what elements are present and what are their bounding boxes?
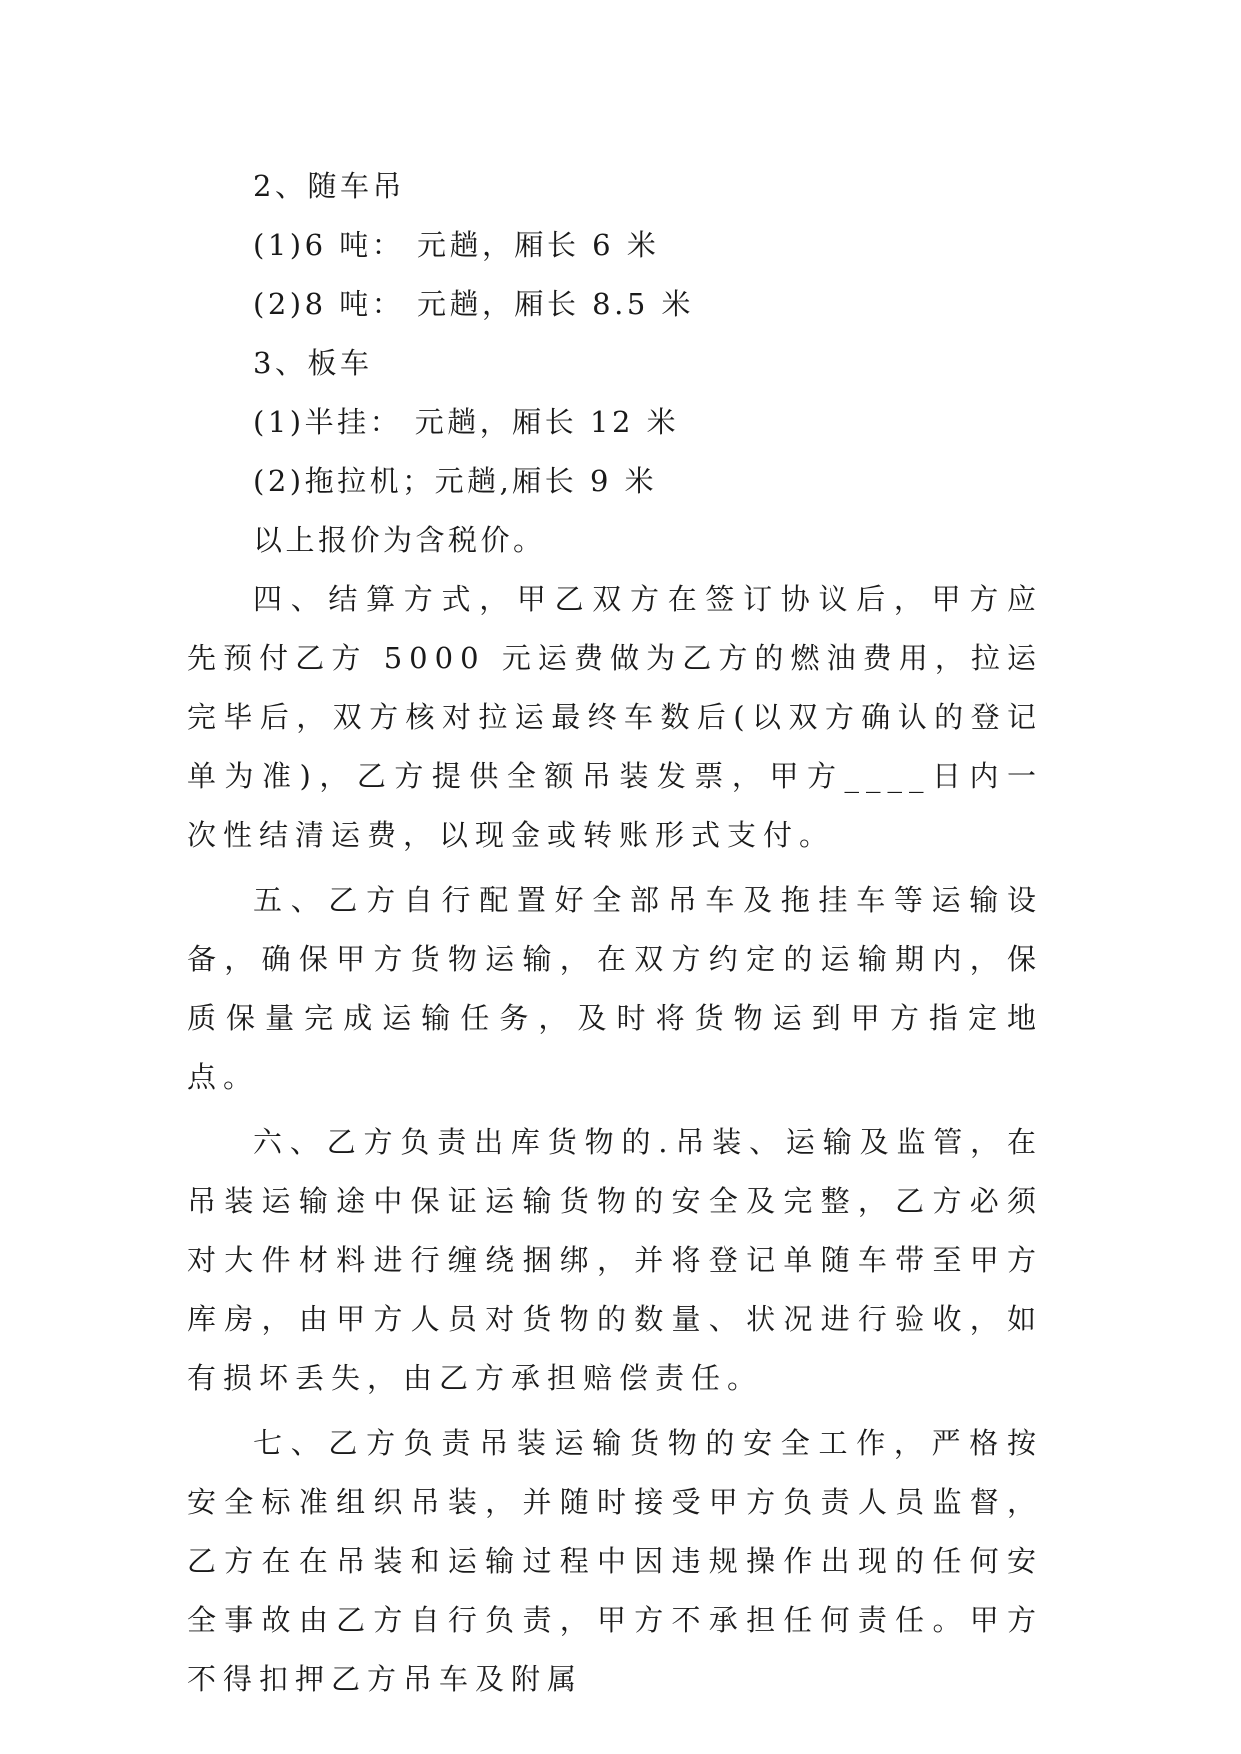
price-item-8-ton: (2)8 吨： 元趟，厢长 8.5 米 bbox=[253, 287, 695, 321]
price-item-tractor: (2)拖拉机；元趟,厢长 9 米 bbox=[253, 464, 658, 498]
clause-settlement: 四、结算方式，甲乙双方在签订协议后，甲方应先预付乙方 5000 元运费做为乙方的燃油费用，拉运完毕后，双方核对拉运最终车数后(以双方确认的登记单为准)，乙方提供全额吊装发票，甲方____日内一次性结清运费，以现金或转账形式支付。 bbox=[187, 582, 1043, 852]
price-item-6-ton: (1)6 吨： 元趟，厢长 6 米 bbox=[253, 228, 660, 262]
clause-loading-transport: 六、乙方负责出库货物的.吊装、运输及监管，在吊装运输途中保证运输货物的安全及完整，乙方必须对大件材料进行缠绕捆绑，并将登记单随车带至甲方库房，由甲方人员对货物的数量、状况进行验收，如有损坏丢失，由乙方承担赔偿责任。 bbox=[187, 1125, 1043, 1395]
section-heading-flatbed: 3、板车 bbox=[253, 346, 373, 380]
clause-safety: 七、乙方负责吊装运输货物的安全工作，严格按安全标准组织吊装，并随时接受甲方负责人员监督，乙方在在吊装和运输过程中因违规操作出现的任何安全事故由乙方自行负责，甲方不承担任何责任。甲方不得扣押乙方吊车及附属 bbox=[187, 1426, 1043, 1696]
price-item-semi-trailer: (1)半挂： 元趟，厢长 12 米 bbox=[253, 405, 680, 439]
clause-equipment: 五、乙方自行配置好全部吊车及拖挂车等运输设备，确保甲方货物运输，在双方约定的运输期内，保质保量完成运输任务，及时将货物运到甲方指定地点。 bbox=[187, 883, 1043, 1094]
section-heading-crane-truck: 2、随车吊 bbox=[253, 169, 405, 203]
document-body bbox=[187, 157, 1043, 1709]
tax-note: 以上报价为含税价。 bbox=[253, 523, 546, 557]
